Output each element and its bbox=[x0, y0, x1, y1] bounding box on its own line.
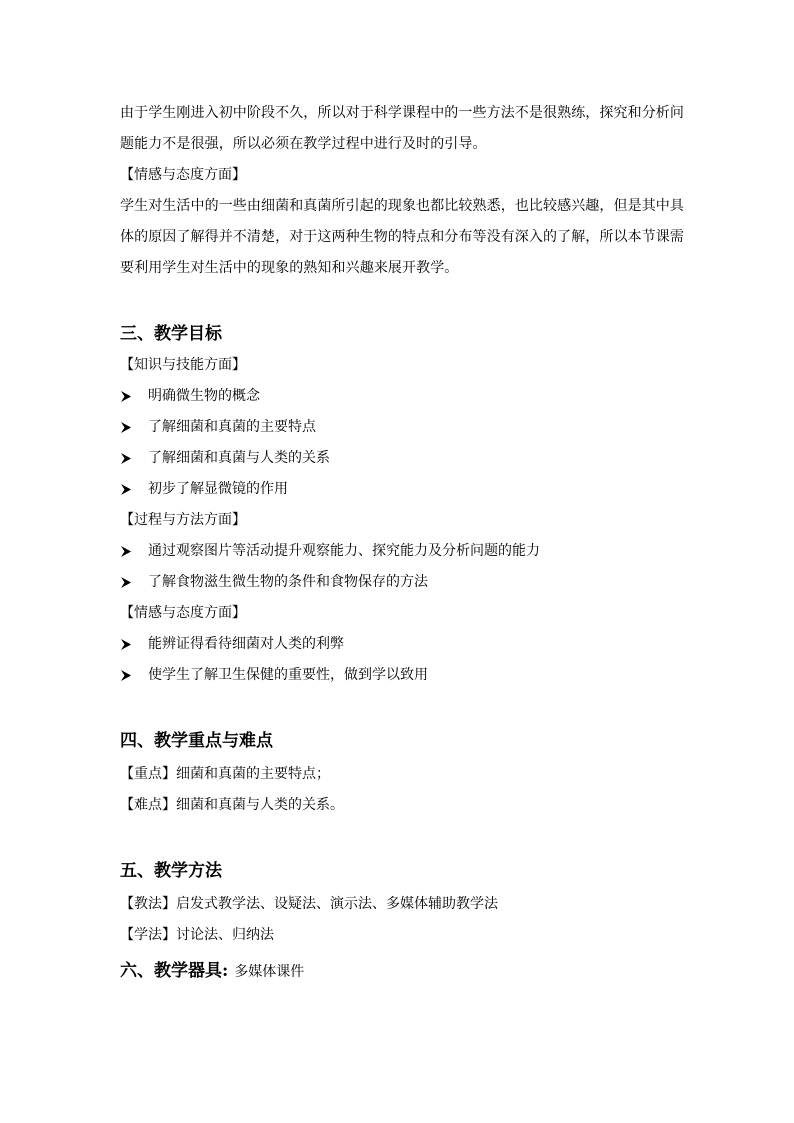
learning-method: 【学法】讨论法、归纳法 bbox=[120, 927, 274, 943]
list-item: 了解食物滋生微生物的条件和食物保存的方法 bbox=[120, 567, 680, 598]
knowledge-list bbox=[120, 381, 680, 505]
list-item: 了解细菌和真菌的主要特点 bbox=[120, 412, 680, 443]
arrow-bullet-icon bbox=[121, 422, 131, 433]
list-item: 能辨证得看待细菌对人类的利弊 bbox=[120, 629, 680, 660]
key-point: 【重点】细菌和真菌的主要特点； bbox=[120, 766, 330, 782]
document-page bbox=[120, 98, 684, 986]
knowledge-label: 【知识与技能方面】 bbox=[120, 357, 246, 373]
arrow-bullet-icon bbox=[121, 546, 131, 557]
section-6-title: 六、教学器具: 多媒体课件 bbox=[120, 961, 305, 981]
list-item: 使学生了解卫生保健的重要性，做到学以致用 bbox=[120, 660, 680, 691]
arrow-bullet-icon bbox=[121, 639, 131, 650]
arrow-bullet-icon bbox=[121, 453, 131, 464]
arrow-bullet-icon bbox=[121, 577, 131, 588]
teaching-method: 【教法】启发式教学法、设疑法、演示法、多媒体辅助教学法 bbox=[120, 896, 498, 912]
list-item: 了解细菌和真菌与人类的关系 bbox=[120, 443, 680, 474]
section-3-title: 三、教学目标 bbox=[120, 324, 222, 344]
section-5-title: 五、教学方法 bbox=[120, 861, 222, 881]
intro-paragraph: 由于学生刚进入初中阶段不久，所以对于科学课程中的一些方法不是很熟练，探究和分析问 题能力不是很强，所以必须在教学过程中进行及时的引导。 bbox=[120, 105, 684, 152]
attitude-list bbox=[120, 629, 680, 691]
process-list bbox=[120, 536, 680, 598]
attitude-label: 【情感与态度方面】 bbox=[120, 167, 246, 183]
process-label: 【过程与方法方面】 bbox=[120, 512, 246, 528]
arrow-bullet-icon bbox=[121, 484, 131, 495]
list-item: 通过观察图片等活动提升观察能力、探究能力及分析问题的能力 bbox=[120, 536, 680, 567]
difficulty-point: 【难点】细菌和真菌与人类的关系。 bbox=[120, 797, 344, 813]
equipment-content: 多媒体课件 bbox=[234, 964, 305, 980]
attitude-paragraph: 学生对生活中的一些由细菌和真菌所引起的现象也都比较熟悉，也比较感兴趣，但是其中具 体的原因了解得并不清楚，对于这两种生物的特点和分布等没有深入的了解，所以本节课需 要利用学生对生活中的现象的熟知和兴趣来展开教学。 bbox=[120, 198, 684, 276]
attitude-goals-label: 【情感与态度方面】 bbox=[120, 605, 246, 621]
list-item: 初步了解显微镜的作用 bbox=[120, 474, 680, 505]
arrow-bullet-icon bbox=[121, 670, 131, 681]
section-4-title: 四、教学重点与难点 bbox=[120, 731, 273, 751]
list-item: 明确微生物的概念 bbox=[120, 381, 680, 412]
arrow-bullet-icon bbox=[121, 391, 131, 402]
